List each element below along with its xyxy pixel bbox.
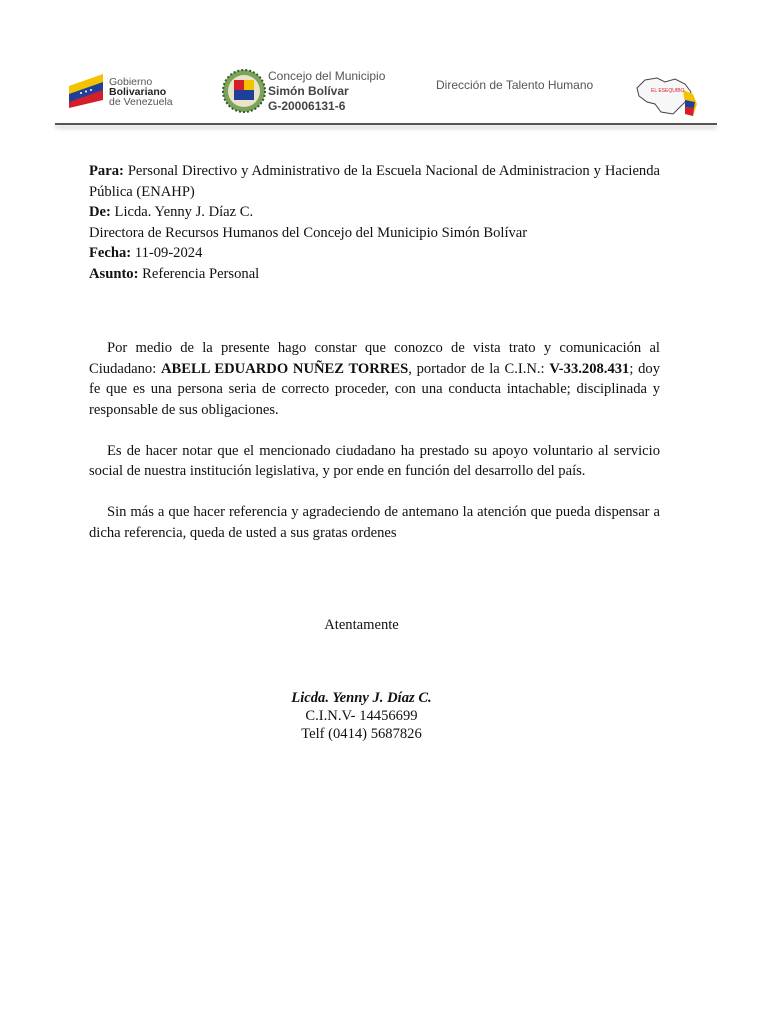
concejo-text bbox=[268, 69, 385, 114]
closing-salutation: Atentamente bbox=[324, 617, 399, 633]
concejo-rif: G-20006131-6 bbox=[268, 99, 346, 113]
p1-text-b: , portador de la C.I.N.: bbox=[408, 360, 550, 377]
direccion-talento-humano: Dirección de Talento Humano bbox=[436, 78, 594, 92]
fecha-value: 11-09-2024 bbox=[134, 245, 203, 261]
asunto-label: Asunto: bbox=[89, 265, 139, 282]
para-line bbox=[89, 161, 660, 202]
citizen-id: V-33.208.431 bbox=[549, 360, 630, 377]
de-title: Directora de Recursos Humanos del Concejo del Municipio Simón Bolívar bbox=[89, 224, 528, 241]
de-value: Licda. Yenny J. Díaz C. bbox=[114, 204, 254, 220]
fecha-line bbox=[89, 243, 660, 264]
letter-body bbox=[89, 161, 660, 543]
signer-phone: Telf (0414) 5687826 bbox=[301, 726, 422, 742]
gobierno-line-2: Bolivariano bbox=[109, 86, 167, 98]
gobierno-line-3: de Venezuela bbox=[109, 96, 173, 108]
de-line bbox=[89, 202, 660, 223]
concejo-line-1: Concejo del Municipio bbox=[268, 69, 386, 83]
fecha-label: Fecha: bbox=[89, 245, 132, 261]
header-divider bbox=[55, 123, 717, 125]
venezuela-flag-icon bbox=[67, 72, 105, 108]
map-label: EL ESEQUIBO bbox=[651, 88, 685, 94]
gobierno-text bbox=[109, 77, 173, 107]
paragraph-2: Es de hacer notar que el mencionado ciudadano ha prestado su apoyo voluntario al servicio social de nuestra institución legislativa, y por ende en función del desarrollo del país. bbox=[89, 442, 660, 479]
p1-text-c: ; doy fe que es una persona seria de correcto proceder, con una conducta intachable; disciplinada y responsable de sus obligaciones. bbox=[89, 360, 661, 418]
venezuela-map-icon bbox=[631, 70, 701, 120]
memo-header bbox=[89, 161, 660, 284]
asunto-line bbox=[89, 264, 660, 285]
gobierno-bolivariano-logo bbox=[67, 70, 197, 110]
signature-block bbox=[89, 689, 634, 743]
paragraph-3: Sin más a que hacer referencia y agradeciendo de antemano la atención que pueda dispensar a dicha referencia, queda de usted a sus gratas ordenes bbox=[89, 504, 660, 541]
paragraph-1 bbox=[89, 338, 660, 420]
signer-ci: C.I.N.V- 14456699 bbox=[305, 708, 418, 724]
signer-name: Licda. Yenny J. Díaz C. bbox=[291, 690, 432, 706]
concejo-line-2: Simón Bolívar bbox=[268, 84, 349, 98]
gobierno-line-1: Gobierno bbox=[109, 76, 153, 88]
para-value: Personal Directivo y Administrativo de la Escuela Nacional de Administracion y Hacienda Pública (ENAHP) bbox=[89, 163, 660, 200]
municipal-seal-icon bbox=[221, 68, 267, 114]
de-label: De: bbox=[89, 204, 111, 220]
letterhead bbox=[55, 62, 717, 124]
para-label: Para: bbox=[89, 163, 124, 179]
citizen-name: ABELL EDUARDO NUÑEZ TORRES bbox=[161, 360, 409, 377]
p1-text-a: Por medio de la presente hago constar que conozco de vista trato y comunicación al Ciudadano: bbox=[89, 340, 660, 377]
asunto-value: Referencia Personal bbox=[142, 265, 260, 282]
